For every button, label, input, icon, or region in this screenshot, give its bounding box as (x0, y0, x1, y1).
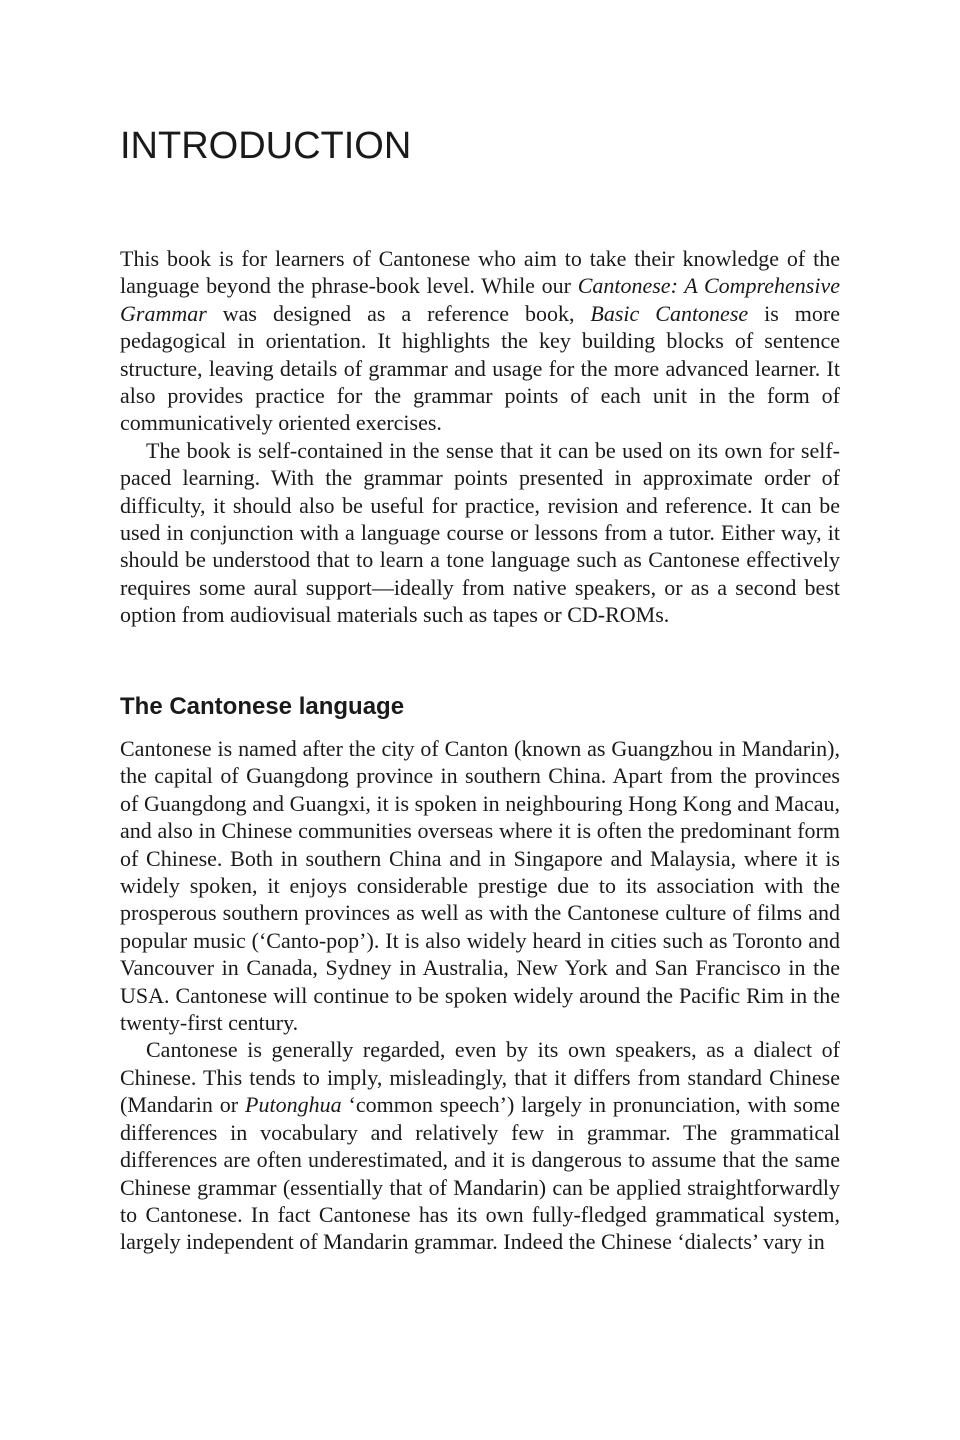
intro-paragraph-1-part: was designed as a reference book, (206, 300, 591, 326)
book-title-comprehensive-grammar: Cantonese: A Comprehensive Grammar (120, 273, 840, 326)
intro-paragraph-1 (120, 245, 840, 437)
book-title-basic-cantonese: Basic Cantonese (590, 300, 749, 326)
section-paragraph-1-text: Cantonese is named after the city of Canton (known as Guangzhou in Mandarin), the capital of Guangdong province in southern China. Apart from the provinces of Guangdong and Guangxi, it is spoken in neighbouring Hong Kong and Macau, and also in Chinese communities overseas where it is often the predominant form of Chinese. Both in southern China and in Singapore and Malaysia, where it is widely spoken, it enjoys considerable prestige due to its association with the prosperous southern provinces as well as with the Cantonese culture of films and popular music (‘Canto-pop’). It is also widely heard in cities such as Toronto and Vancouver in Canada, Sydney in Australia, New York and San Francisco in the USA. Cantonese will continue to be spoken widely around the Pacific Rim in the twenty-first century. (120, 736, 840, 1036)
intro-paragraph-2-text: The book is self-contained in the sense that it can be used on its own for self-paced learning. With the grammar points presented in approximate order of difficulty, it should also be useful for practice, revision and reference. It can be used in conjunction with a language course or lessons from a tutor. Either way, it should be understood that to learn a tone language such as Cantonese effectively requires some aural support—ideally from native speakers, or as a second best option from audiovisual materials such as tapes or CD-ROMs. (120, 437, 840, 628)
section-paragraph-2 (120, 1036, 840, 1255)
chapter-title: INTRODUCTION (120, 125, 412, 167)
section-paragraph-2-part: ‘common speech’) largely in pronunciation, with some differences in vocabulary and relatively few in grammar. The grammatical differences are often underestimated, and it is dangerous to assume that the same Chinese grammar (essentially that of Mandarin) can be applied straightforwardly to Cantonese. In fact Cantonese has its own fully-fledged grammatical system, largely independent of Mandarin grammar. Indeed the Chinese ‘dialects’ vary in (120, 1092, 840, 1255)
section-paragraph-2-part: Cantonese is generally regarded, even by its own speakers, as a dialect of Chinese. This tends to imply, misleadingly, that it differs from standard Chinese (Mandarin or (120, 1037, 840, 1118)
intro-paragraph-2 (120, 437, 840, 629)
section-heading: The Cantonese language (120, 693, 405, 720)
intro-section (120, 245, 840, 629)
intro-paragraph-1-part: This book is for learners of Cantonese who aim to take their knowledge of the language beyond the phrase-book level. While our (120, 246, 840, 299)
intro-paragraph-1-part: is more pedagogical in orientation. It highlights the key building blocks of sentence structure, leaving details of grammar and usage for the more advanced learner. It also provides practice for the grammar points of each unit in the form of communicatively oriented exercises. (120, 300, 840, 436)
term-putonghua: Putonghua (245, 1092, 342, 1118)
section-paragraph-1 (120, 735, 840, 1036)
cantonese-language-section (120, 735, 840, 1256)
